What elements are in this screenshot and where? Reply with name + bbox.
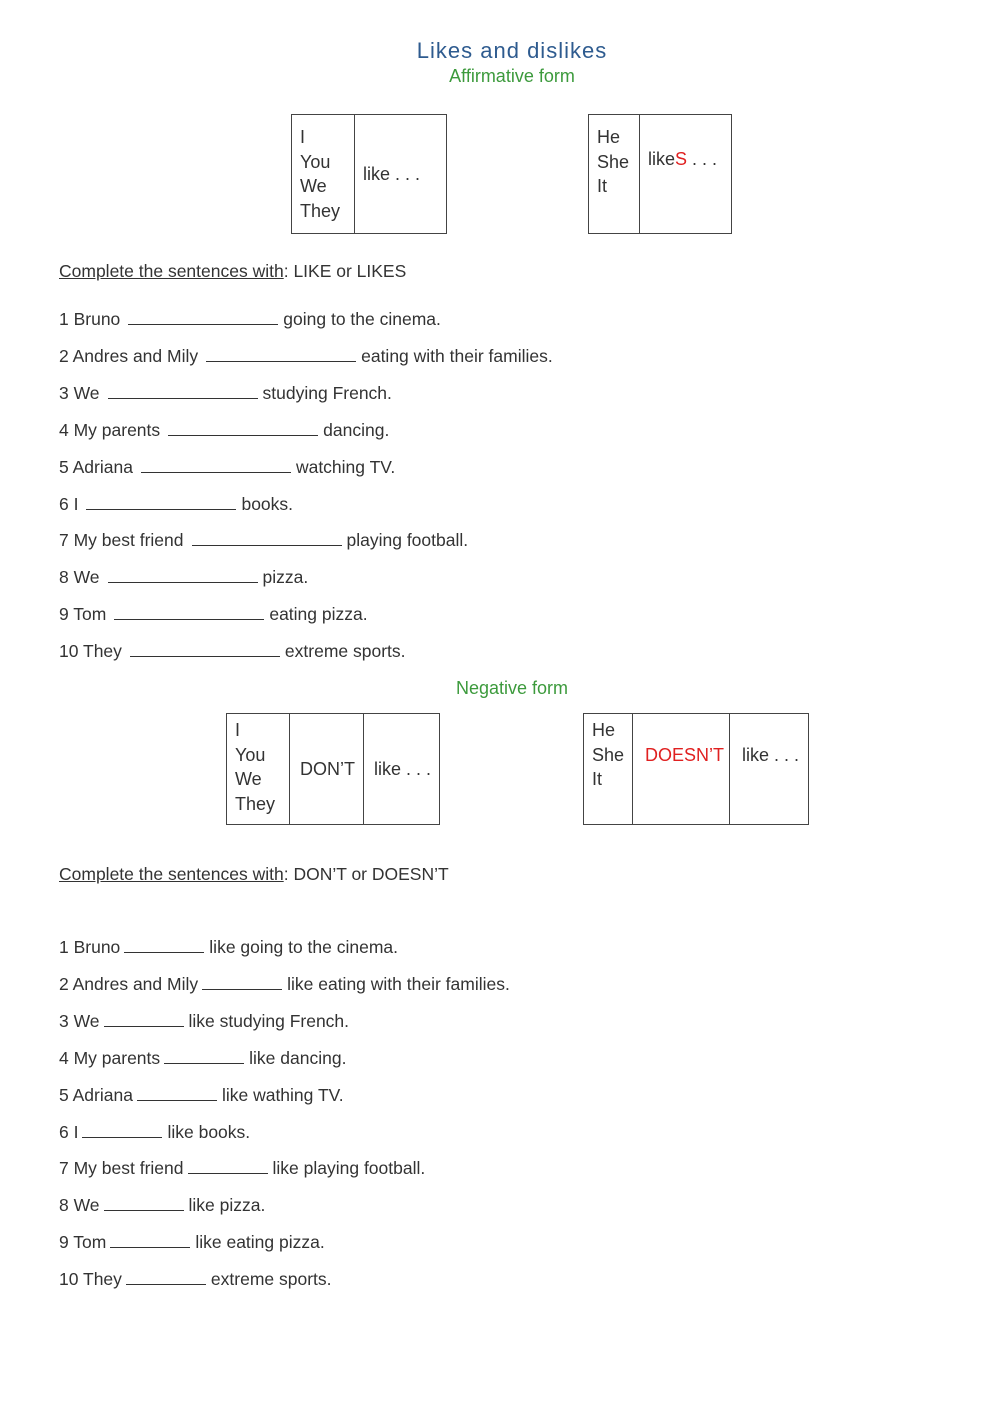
exercise-line (59, 1158, 425, 1179)
verb-stem: like (648, 149, 676, 169)
answer-blank[interactable] (86, 495, 236, 510)
answer-blank[interactable] (164, 1049, 244, 1064)
exercise-line (59, 604, 368, 625)
sentence-subject: 3 We (59, 382, 100, 403)
sentence-subject: 9 Tom (59, 1232, 107, 1253)
sentence-rest: playing football. (346, 530, 469, 551)
sentence-rest: eating pizza. (269, 604, 368, 625)
exercise-line (59, 1011, 349, 1032)
negative-heading: Negative form (455, 678, 569, 698)
exercise-line (59, 1195, 265, 1216)
answer-blank[interactable] (110, 1233, 190, 1248)
sentence-subject: 5 Adriana (59, 456, 133, 477)
answer-blank[interactable] (108, 568, 258, 583)
sentence-subject: 7 My best friend (59, 1158, 184, 1179)
pronoun-cell (584, 714, 632, 824)
exercise-line (59, 1085, 344, 1106)
sentence-rest: like eating pizza. (195, 1232, 325, 1253)
pronoun: You (300, 151, 331, 172)
verb-cell (639, 115, 731, 233)
pronoun: He (597, 127, 621, 147)
aux-text: DON’T (300, 758, 355, 779)
sentence-subject: 4 My parents (59, 1047, 161, 1068)
answer-blank[interactable] (104, 1196, 184, 1211)
sentence-rest: like playing football. (272, 1158, 426, 1179)
instruction-rest: : DON’T or DOESN’T (283, 864, 449, 884)
sentence-rest: studying French. (262, 382, 392, 403)
affirmative-table-singular (588, 114, 732, 234)
sentence-rest: extreme sports. (284, 641, 406, 662)
sentence-subject: 6 I (59, 493, 79, 514)
verb-text: like . . . (742, 745, 800, 765)
sentence-rest: like pizza. (188, 1195, 266, 1216)
aux-text: DOESN’T (645, 745, 725, 765)
exercise-line (59, 383, 392, 404)
page-title: Likes and dislikes (416, 38, 608, 63)
exercise-line (59, 974, 510, 995)
aux-cell (632, 714, 729, 824)
sentence-rest: like dancing. (249, 1047, 347, 1068)
exercise-line (59, 309, 441, 330)
exercise-line (59, 641, 406, 662)
answer-blank[interactable] (108, 384, 258, 399)
verb-text: like . . . (374, 758, 432, 779)
pronoun-cell (589, 115, 639, 233)
pronoun-cell (227, 714, 289, 824)
sentence-subject: 1 Bruno (59, 937, 121, 957)
negative-instruction (59, 864, 449, 885)
answer-blank[interactable] (188, 1159, 268, 1174)
pronoun: You (235, 744, 266, 765)
pronoun: We (235, 769, 262, 789)
sentence-subject: 6 I (59, 1121, 79, 1142)
exercise-line (59, 1048, 346, 1069)
sentence-subject: 3 We (59, 1010, 100, 1031)
answer-blank[interactable] (202, 975, 282, 990)
affirmative-table-plural (291, 114, 447, 234)
answer-blank[interactable] (168, 421, 318, 436)
answer-blank[interactable] (104, 1012, 184, 1027)
sentence-subject: 1 Bruno (59, 309, 121, 329)
sentence-subject: 4 My parents (59, 419, 161, 440)
verb-rest: . . . (687, 149, 718, 169)
sentence-subject: 5 Adriana (59, 1084, 133, 1105)
sentence-rest: eating with their families. (361, 345, 553, 366)
verb-cell (729, 714, 808, 824)
sentence-rest: like wathing TV. (221, 1084, 344, 1105)
exercise-line (59, 457, 395, 478)
answer-blank[interactable] (137, 1086, 217, 1101)
sentence-rest: dancing. (323, 419, 390, 440)
sentence-subject: 2 Andres and Mily (59, 345, 199, 366)
exercise-line (59, 346, 553, 367)
answer-blank[interactable] (82, 1123, 162, 1138)
sentence-subject: 10 They (59, 641, 122, 662)
pronoun: He (592, 720, 616, 740)
affirmative-instruction (59, 261, 406, 282)
sentence-rest: watching TV. (295, 456, 396, 477)
answer-blank[interactable] (130, 642, 280, 657)
instruction-underlined: Complete the sentences with (59, 864, 284, 884)
affirmative-heading: Affirmative form (449, 66, 575, 86)
exercise-line (59, 1232, 325, 1253)
sentence-rest: like going to the cinema. (209, 937, 399, 957)
verb-cell (354, 115, 446, 233)
pronoun-cell (292, 115, 354, 233)
exercise-line (59, 1269, 332, 1290)
pronoun: It (592, 769, 603, 789)
answer-blank[interactable] (128, 310, 278, 325)
sentence-rest: books. (241, 493, 294, 514)
instruction-underlined: Complete the sentences with (59, 261, 284, 281)
aux-cell (289, 714, 363, 824)
exercise-line (59, 494, 293, 515)
answer-blank[interactable] (141, 458, 291, 473)
sentence-subject: 7 My best friend (59, 530, 184, 551)
sentence-rest: like studying French. (188, 1010, 350, 1031)
pronoun: I (235, 720, 241, 740)
sentence-rest: like books. (167, 1121, 251, 1142)
pronoun: It (597, 176, 608, 196)
negative-table-plural (226, 713, 440, 825)
answer-blank[interactable] (114, 605, 264, 620)
sentence-rest: like eating with their families. (287, 973, 510, 994)
sentence-rest: extreme sports. (210, 1269, 332, 1290)
sentence-rest: going to the cinema. (283, 309, 441, 329)
pronoun: They (300, 200, 341, 221)
pronoun: She (597, 151, 630, 172)
sentence-subject: 10 They (59, 1269, 122, 1290)
verb-cell (363, 714, 439, 824)
answer-blank[interactable] (206, 347, 356, 362)
pronoun: I (300, 127, 306, 147)
sentence-subject: 8 We (59, 567, 100, 588)
exercise-line (59, 1122, 250, 1143)
exercise-line (59, 530, 468, 551)
negative-table-singular (583, 713, 809, 825)
exercise-line (59, 937, 398, 958)
verb-s-suffix: S (675, 149, 688, 169)
exercise-line (59, 420, 389, 441)
sentence-subject: 8 We (59, 1195, 100, 1216)
answer-blank[interactable] (192, 531, 342, 546)
pronoun: We (300, 176, 327, 196)
answer-blank[interactable] (126, 1270, 206, 1285)
sentence-subject: 9 Tom (59, 604, 107, 625)
pronoun: She (592, 744, 625, 765)
answer-blank[interactable] (124, 938, 204, 953)
sentence-subject: 2 Andres and Mily (59, 973, 199, 994)
verb-text: like . . . (363, 163, 421, 184)
pronoun: They (235, 793, 276, 814)
instruction-rest: : LIKE or LIKES (283, 261, 407, 281)
exercise-line (59, 567, 308, 588)
sentence-rest: pizza. (262, 567, 309, 588)
